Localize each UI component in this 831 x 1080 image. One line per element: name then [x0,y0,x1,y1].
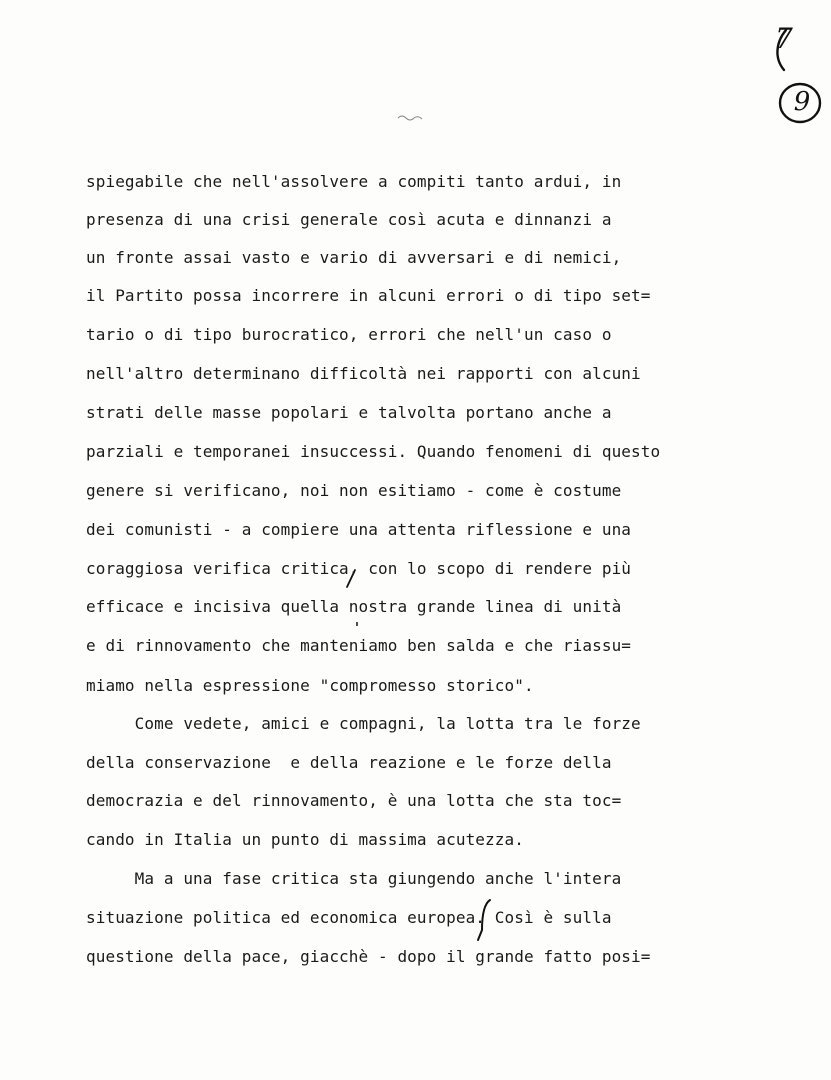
text-line: e di rinnovamento che manteniamo ben salda e che riassu= [86,636,632,655]
text-line: presenza di una crisi generale così acuta e dinnanzi a [86,210,612,229]
text-line: un fronte assai vasto e vario di avversari e di nemici, [86,248,622,267]
text-line: efficace e incisiva quella nostra grande linea di unità [86,597,622,616]
faint-scribble-mark [398,116,422,120]
text-line: tario o di tipo burocratico, errori che nell'un caso o [86,325,612,344]
text-line: cando in Italia un punto di massima acutezza. [86,830,524,849]
text-line: strati delle masse popolari e talvolta portano anche a [86,403,612,422]
text-line: miamo nella espressione "compromesso storico". [86,676,534,695]
text-line: spiegabile che nell'assolvere a compiti tanto ardui, in [86,172,622,191]
text-line: questione della pace, giacchè - dopo il grande fatto posi= [86,947,651,966]
text-line: nell'altro determinano difficoltà nei rapporti con alcuni [86,364,641,383]
text-line: Come vedete, amici e compagni, la lotta tra le forze [86,714,641,733]
text-line: situazione politica ed economica europea. Così è sulla [86,908,612,927]
text-line: Ma a una fase critica sta giungendo anche l'intera [86,869,622,888]
circled-page-number: 9 [793,87,811,117]
text-line: parziali e temporanei insuccessi. Quando fenomeni di questo [86,442,661,461]
text-line: il Partito possa incorrere in alcuni errori o di tipo set= [86,286,651,305]
text-line: della conservazione e della reazione e le forze della [86,753,612,772]
text-line: coraggiosa verifica critica, con lo scopo di rendere più [86,559,632,578]
text-line: democrazia e del rinnovamento, è una lotta che sta toc= [86,791,622,810]
text-line: dei comunisti - a compiere una attenta riflessione e una [86,520,632,539]
text-line: genere si verificano, noi non esitiamo - come è costume [86,481,622,500]
handwritten-page-number: 7 [775,22,793,55]
